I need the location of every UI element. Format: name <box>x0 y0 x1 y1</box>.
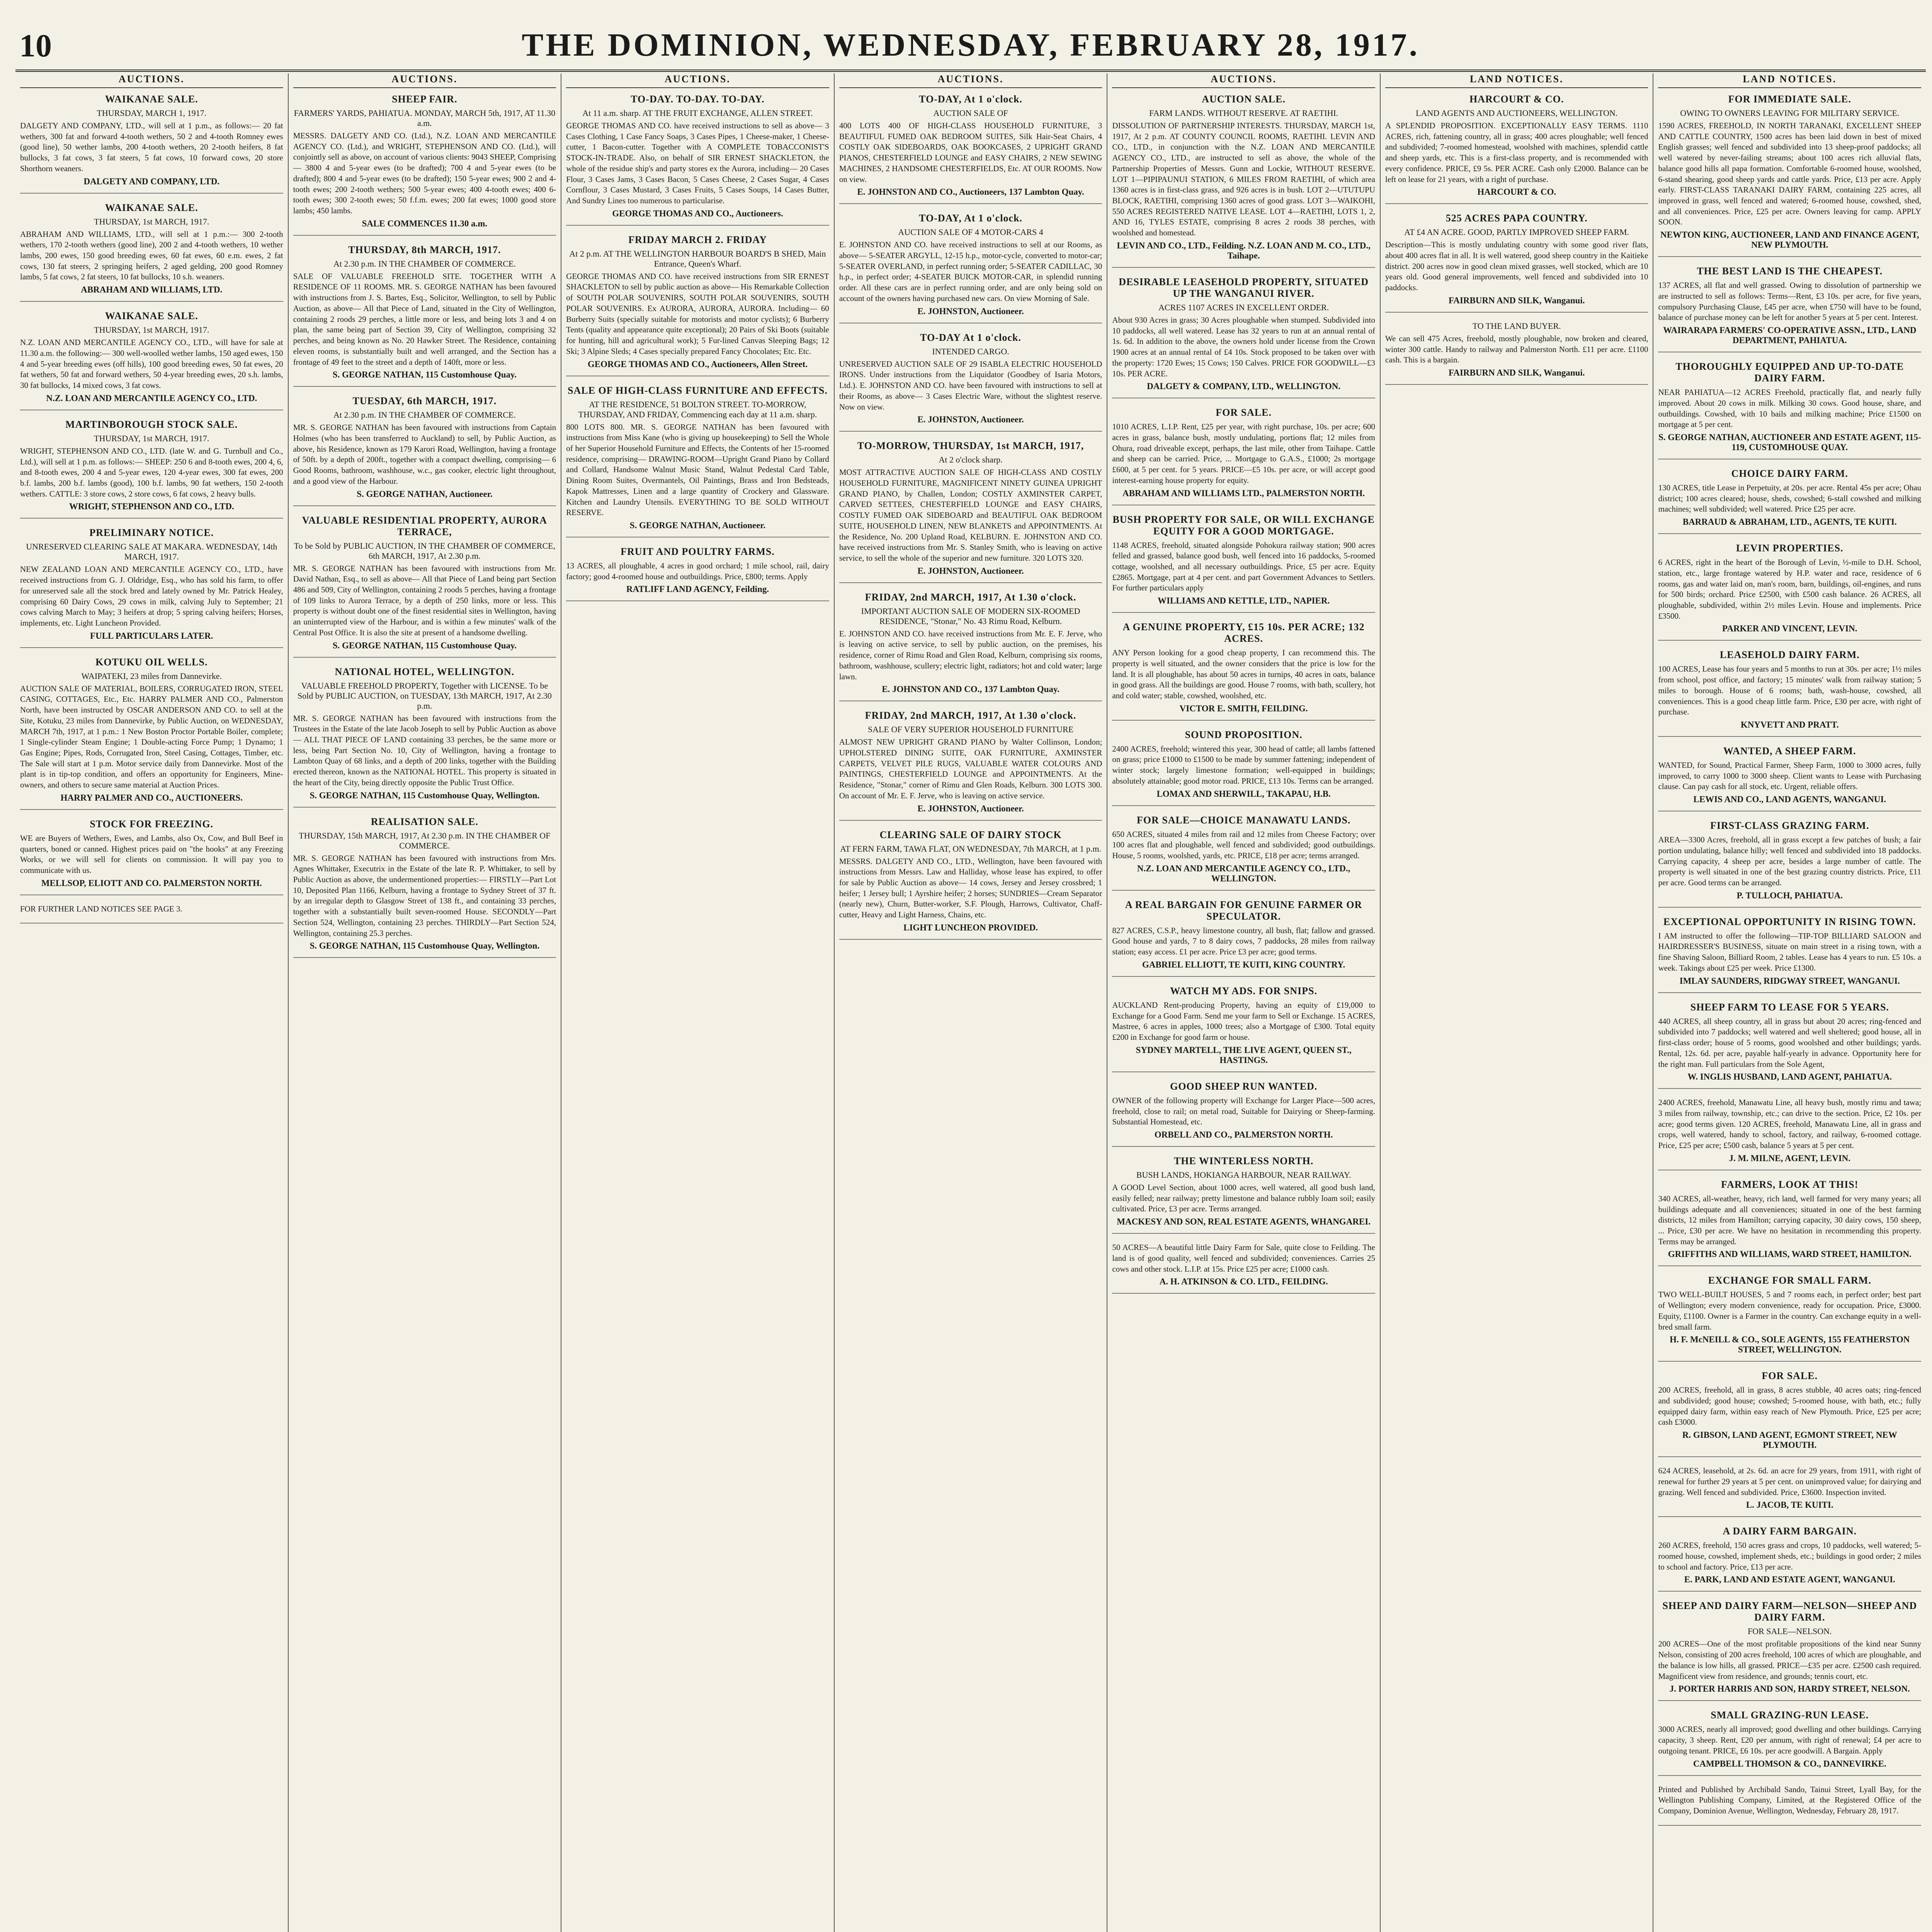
ad-heading: WATCH MY ADS. FOR SNIPS. <box>1170 985 1318 997</box>
advertisement <box>293 666 556 808</box>
advertisement <box>1658 1709 1921 1776</box>
ad-signature: SYDNEY MARTELL, THE LIVE AGENT, QUEEN ST., HASTINGS. <box>1136 1045 1352 1065</box>
ad-body: 827 ACRES, C.S.P., heavy limestone country, all bush, flat; fallow and grassed. Good house and yards, 7 to 8 dairy cows, 7 paddocks, 28 miles from railway station; easy access. £1 per acre. Price £3 per acre; good terms. <box>1112 925 1375 957</box>
ad-body: We can sell 475 Acres, freehold, mostly ploughable, now broken and cleared, winter 300 cattle. Handy to railway and Palmerston North. £11 per acre. £1100 cash. This is a bargain. <box>1385 333 1648 365</box>
ad-signature: GEORGE THOMAS AND CO., Auctioneers, Allen Street. <box>587 359 808 369</box>
ad-heading: REALISATION SALE. <box>371 816 478 827</box>
ad-signature: NEWTON KING, AUCTIONEER, LAND AND FINANCE AGENT, NEW PLYMOUTH. <box>1660 230 1919 250</box>
advertisement <box>1658 1784 1921 1826</box>
advertisement <box>20 656 283 810</box>
ad-signature: WAIRARAPA FARMERS' CO-OPERATIVE ASSN., LTD., LAND DEPARTMENT, PAHIATUA. <box>1663 325 1917 345</box>
ad-heading: SHEEP AND DAIRY FARM—NELSON—SHEEP AND DAIRY FARM. <box>1662 1600 1917 1623</box>
ad-signature: VICTOR E. SMITH, FEILDING. <box>1179 703 1308 713</box>
advertisement <box>839 829 1102 940</box>
ad-heading: VALUABLE RESIDENTIAL PROPERTY, AURORA TERRACE, <box>302 514 547 537</box>
ad-subheading: ACRES 1107 ACRES IN EXCELLENT ORDER. <box>1158 302 1329 312</box>
advertisement <box>566 234 829 376</box>
ad-heading: THURSDAY, 8th MARCH, 1917. <box>348 244 501 255</box>
advertisement <box>1658 94 1921 257</box>
ad-signature: LEVIN AND CO., LTD., Feilding. N.Z. LOAN AND M. CO., LTD., Taihape. <box>1117 240 1371 260</box>
advertisement <box>20 202 283 302</box>
ad-signature: SALE COMMENCES 11.30 a.m. <box>362 218 488 228</box>
advertisement <box>839 332 1102 432</box>
advertisement <box>1112 1081 1375 1147</box>
ad-heading: SHEEP FAIR. <box>392 94 457 105</box>
ad-signature: BARRAUD & ABRAHAM, LTD., AGENTS, TE KUITI. <box>1682 517 1897 527</box>
ad-body: Description—This is mostly undulating country with some good river flats, about 400 acres flat in all. It is well watered, good sheep country in the Kaitieke district. 200 acres now in good clean mixed grasses, well stocked, which are 10 years old. Good general improvements, well fenced and subdivided into 10 paddocks. <box>1385 240 1648 293</box>
ad-subheading: SALE OF VERY SUPERIOR HOUSEHOLD FURNITURE <box>867 724 1074 735</box>
ad-body: 260 ACRES, freehold, 150 acres grass and crops, 10 paddocks, well watered; 5-roomed house, cowshed, implement sheds, etc.; buildings in good order; 2 miles to school and factory. Price, £13 per acre. <box>1658 1541 1922 1571</box>
advertisement <box>1112 729 1375 806</box>
newspaper-column <box>1107 73 1381 1932</box>
ad-heading: EXCHANGE FOR SMALL FARM. <box>1708 1275 1871 1286</box>
advertisement <box>20 419 283 519</box>
ad-body: WRIGHT, STEPHENSON AND CO., LTD. (late W. and G. Turnbull and Co., Ltd.), will sell at 1 p.m. as follows:— SHEEP: 250 6 and 8-tooth ewes, 200 4, 6, and 8-tooth ewes, 200 4 and 5-year ewes, 120 4-year ewes, 300 fat ewes, 200 b.f. lambs, 200 b.f. lambs (good), 100 b.f. lambs, 90 fat wethers, 150 2-tooth wethers. CATTLE: 3 store cows, 2 store cows, 6 fat cows, 2 heavy bulls. <box>20 446 283 498</box>
ad-heading: 525 ACRES PAPA COUNTRY. <box>1446 213 1588 224</box>
ad-body: SALE OF VALUABLE FREEHOLD SITE. TOGETHER WITH A RESIDENCE OF 11 ROOMS. MR. S. GEORGE NATHAN has been favoured with instructions from J. S. Bartes, Esq., Solicitor, Wellington, to sell by Public Auction, as above— All that Piece of Land, situated in the City of Wellington, containing 2 roods 29 perches, a little more or less, and being lots 3 and 4 on plan, the same being part of Section 39, City of Wellington, comprising 32 perches, and being known as No. 20 Hawker Street. The Residence, containing eleven rooms, is substantially built and well arranged, and the Section has a frontage of 49 feet to the street and a depth of 140ft, more or less. <box>293 271 556 367</box>
advertisement <box>1112 621 1375 721</box>
ad-subheading: LAND AGENTS AND AUCTIONEERS, WELLINGTON. <box>1416 108 1618 118</box>
ad-subheading: WAIPATEKI, 23 miles from Dannevirke. <box>81 671 222 681</box>
ad-heading: FARMERS, LOOK AT THIS! <box>1721 1179 1859 1190</box>
ad-signature: KNYVETT AND PRATT. <box>1740 720 1839 730</box>
ad-body: 50 ACRES—A beautiful little Dairy Farm for Sale, quite close to Feilding. The land is of good quality, well fenced and subdivided; conveniences. Carries 25 cows and other stock. L.I.P. at 15s. Price £25 per acre; £1000 cash. <box>1112 1243 1375 1274</box>
ad-heading: TO-DAY At 1 o'clock. <box>920 332 1021 343</box>
ad-body: 200 ACRES, freehold, all in grass, 8 acres stubble, 40 acres oats; ring-fenced and subdivided; good house; cowshed; 5-roomed house, with bath, etc.; fully equipped dairy farm, within easy reach of New Plymouth. Price, £25 per acre; cash £3000. <box>1658 1385 1922 1427</box>
ad-signature: FAIRBURN AND SILK, Wanganui. <box>1448 368 1585 378</box>
advertisement <box>1658 1370 1921 1457</box>
masthead <box>15 23 1926 72</box>
ad-body: 2400 ACRES, freehold; wintered this year, 300 head of cattle; all lambs fattened on grass; price £1000 to £1500 to be made by summer fattening; independent of winter stock; largely limestone formation; well-equipped in buildings; absolutely attainable; good motor road. PRICE, £13 10s. Terms can be arranged. <box>1112 744 1375 786</box>
advertisement <box>839 213 1102 323</box>
ad-signature: HARCOURT & CO. <box>1477 187 1556 197</box>
ad-heading: THOROUGHLY EQUIPPED AND UP-TO-DATE DAIRY FARM. <box>1675 361 1904 384</box>
ad-signature: MELLSOP, ELIOTT AND CO. PALMERSTON NORTH. <box>41 878 262 888</box>
ad-body: FOR FURTHER LAND NOTICES SEE PAGE 3. <box>20 904 182 913</box>
ad-heading: SMALL GRAZING-RUN LEASE. <box>1711 1709 1869 1721</box>
advertisement <box>1658 468 1921 534</box>
ad-signature: IMLAY SAUNDERS, RIDGWAY STREET, WANGANUI. <box>1679 976 1900 986</box>
newspaper-column <box>15 73 289 1932</box>
newspaper-column <box>1653 73 1926 1932</box>
advertisement <box>1385 94 1648 204</box>
ad-signature: DALGETY AND COMPANY, LTD. <box>83 176 220 186</box>
ad-subheading: To be Sold by PUBLIC AUCTION, IN THE CHAMBER OF COMMERCE, 6th MARCH, 1917, At 2.30 p.m. <box>294 541 556 561</box>
ad-body: 137 ACRES, all flat and well grassed. Owing to dissolution of partnership we are instructed to sell as follows: Terms—Rent, £3 10s. per acre, for five years, compulsory Purchasing Clause, £45 per acre, when £750 will have to be found, balance of purchase money can be left for another 5 years at 5 per cent. Interest. <box>1658 281 1922 322</box>
ad-heading: FOR SALE—CHOICE MANAWATU LANDS. <box>1136 814 1351 826</box>
ad-subheading: At 2.30 p.m. IN THE CHAMBER OF COMMERCE. <box>333 410 516 420</box>
ad-heading: BUSH PROPERTY FOR SALE, OR WILL EXCHANGE EQUITY FOR A GOOD MORTGAGE. <box>1112 514 1375 537</box>
ad-signature: E. JOHNSTON, Auctioneer. <box>917 415 1024 425</box>
ad-signature: E. JOHNSTON AND CO., Auctioneers, 137 Lambton Quay. <box>857 187 1084 197</box>
ad-signature: CAMPBELL THOMSON & CO., DANNEVIRKE. <box>1693 1759 1886 1769</box>
ad-body: MR. S. GEORGE NATHAN has been favoured with instructions from the Trustees in the Estate of the late Jacob Joseph to sell by Public Auction as above— ALL THAT PIECE OF LAND containing 33 perches, be the same more or less, being Part Section No. 10, City of Wellington, having a frontage to Lambton Quay of 68 links, and a depth of 200 links, together with the Building erected thereon, known as the NATIONAL HOTEL. This property is situated in the heart of the City, being directly opposite the Public Trust Office. <box>293 713 556 787</box>
ad-heading: THE WINTERLESS NORTH. <box>1173 1155 1314 1167</box>
advertisement <box>1385 213 1648 313</box>
ad-body: DALGETY AND COMPANY, LTD., will sell at 1 p.m., as follows:— 20 fat wethers, 300 fat and forward 4-tooth wethers, 50 2 and 4-tooth Romney ewes (good line), 50 wether lambs, 200 4-tooth wethers, 20 2-tooth heifers, 8 fat bullocks, 3 fat cows, 3 fat steers, 5 fat cows, 10 forward cows, 20 store Shorthorn weaners. <box>20 121 283 173</box>
advertisement <box>1658 1275 1921 1362</box>
column-header: LAND NOTICES. <box>1658 73 1921 88</box>
ad-body: TWO WELL-BUILT HOUSES, 5 and 7 rooms each, in perfect order; best part of Wellington; every modern convenience, ready for occupation. Price, £3000. Equity, £1100. Owner is a Farmer in the country. Can exchange equity in a well-bred small farm. <box>1658 1290 1922 1332</box>
ad-heading: A GENUINE PROPERTY, £15 10s. PER ACRE; 132 ACRES. <box>1122 621 1365 645</box>
ad-heading: SALE OF HIGH-CLASS FURNITURE AND EFFECTS. <box>568 384 828 396</box>
ad-signature: E. JOHNSTON, Auctioneer. <box>917 566 1024 576</box>
ad-heading: TO-DAY, At 1 o'clock. <box>919 213 1022 224</box>
column-header: AUCTIONS. <box>839 73 1102 88</box>
advertisement <box>566 94 829 226</box>
advertisement <box>839 94 1102 204</box>
ad-subheading: FOR SALE—NELSON. <box>1747 1626 1832 1636</box>
ad-body: 650 ACRES, situated 4 miles from rail and 12 miles from Cheese Factory; over 100 acres flat and ploughable, well fenced and subdivided; good outbuildings. House, 5 rooms, woolshed, yards, etc. PRICE, £18 per acre; terms arranged. <box>1112 829 1375 861</box>
ad-signature: HARRY PALMER AND CO., AUCTIONEERS. <box>60 793 243 803</box>
advertisement <box>1658 649 1921 737</box>
advertisement <box>1658 1097 1921 1170</box>
advertisement <box>839 592 1102 702</box>
ad-body: NEAR PAHIATUA—12 ACRES Freehold, practically flat, and nearly fully improved. About 20 cows in milk. Milking 30 cows. Good house, share, and outbuildings. Cowshed, with 10 bails and milking machine; Price £1500 on mortgage at 5 per cent. <box>1658 388 1922 429</box>
ad-body: MESSRS. DALGETY AND CO. (Ltd.), N.Z. LOAN AND MERCANTILE AGENCY CO. (Ltd.), and WRIGHT, STEPHENSON AND CO. (Ltd.), will conjointly sell as above, on account of various clients: 9043 SHEEP, Comprising— 3800 4 and 5-year ewes (to be drafted); 700 4 and 5-year ewes (to be drafted); 800 4 and 5-year ewes (to be drafted); 150 5-year ewes; 900 2 and 4-tooth ewes; 200 2-tooth wethers; 500 5-year ewes; 400 4-tooth ewes; 400 6-tooth ewes; 300 2-tooth ewes; 50 f.f.m. ewes; 200 fat ewes; 1000 good store lambs; 450 lambs. <box>293 131 556 216</box>
ad-heading: TO-DAY, At 1 o'clock. <box>919 94 1022 105</box>
ad-signature: WILLIAMS AND KETTLE, LTD., NAPIER. <box>1158 596 1330 606</box>
ad-signature: E. JOHNSTON, Auctioneer. <box>917 803 1024 813</box>
advertisement <box>1658 1526 1921 1592</box>
ad-heading: FIRST-CLASS GRAZING FARM. <box>1710 820 1869 832</box>
ad-signature: ABRAHAM AND WILLIAMS, LTD. <box>81 285 223 295</box>
advertisement <box>1658 916 1921 993</box>
advertisement <box>839 710 1102 820</box>
ad-body: UNRESERVED AUCTION SALE OF 29 ISABLA ELECTRIC HOUSEHOLD IRONS. Under instructions from the Liquidator (Goodbey of Isaria Motors, Ltd.). E. JOHNSTON AND CO. have been favoured with instructions to sell at their Rooms, as above— 3 Cases Electric Ware, without the slightest reserve. Now on view. <box>839 359 1102 412</box>
ad-body: WANTED, for Sound, Practical Farmer, Sheep Farm, 1000 to 3000 acres, fully improved, to carry 1000 to 3000 sheep. Client wants to Lease with Purchasing clause. Can pay cash for all stock, etc. Urgent, reliable offers. <box>1658 760 1922 791</box>
ad-body: OWNER of the following property will Exchange for Larger Place—500 acres, freehold, close to rail; on metal road, Suitable for Dairying or Sheep-farming. Substantial Homestead, etc. <box>1112 1095 1375 1127</box>
ad-body: AUCTION SALE OF MATERIAL, BOILERS, CORRUGATED IRON, STEEL CASING, COTTAGES, Etc., Etc. HARRY PALMER AND CO., Palmerston North, have been instructed by OSCAR ANDERSON AND CO. to sell at the Site, Kotuku, 23 miles from Dannevirke, by Public Auction, on WEDNESDAY, MARCH 7th, 1917, at 1 p.m.: 1 New Boston Proctor Portable Boiler, complete; 1 Single-cylinder Steam Engine; 1 Double-acting Force Pump; 1 Dynamo; 1 Gas Engine; Pipes, Rods, Corrugated Iron, Steel Casing, Cottages, Timber, etc. The Sale will start at 1 p.m. Motor service daily from Dannevirke. Most of the plant is in tip-top condition, and offers an opportunity for Engineers, Mine-owners, and others to secure same material at Auction Prices. <box>20 684 283 790</box>
advertisement <box>20 94 283 194</box>
ad-heading: SOUND PROPOSITION. <box>1185 729 1303 740</box>
ad-signature: L. JACOB, TE KUITI. <box>1746 1500 1833 1510</box>
ad-heading: FRIDAY, 2nd MARCH, 1917, At 1.30 o'clock. <box>865 591 1077 603</box>
advertisement <box>1112 407 1375 505</box>
ad-body: About 930 Acres in grass; 30 Acres ploughable when stumped. Subdivided into 10 paddocks, all well watered. Lease has 32 years to run at an annual rental of 1s. 6d. In addition to the above, the owners hold under license from the Crown 1900 acres at an annual rental of £4 10s. Stock proposed to be taken over with the property: 1720 Ewes; 15 Cows; 150 Calves. PRICE FOR GOODWILL—£3 10s. PER ACRE. <box>1112 315 1375 378</box>
newspaper-column <box>835 73 1108 1932</box>
advertisement <box>293 94 556 236</box>
columns-container <box>15 73 1926 1932</box>
ad-heading: NATIONAL HOTEL, WELLINGTON. <box>335 666 515 677</box>
ad-subheading: THURSDAY, 15th MARCH, 1917, At 2.30 p.m. IN THE CHAMBER OF COMMERCE. <box>299 830 551 850</box>
ad-signature: WRIGHT, STEPHENSON AND CO., LTD. <box>69 502 234 512</box>
ad-body: ALMOST NEW UPRIGHT GRAND PIANO by Walter Collinson, London; UPHOLSTERED DINING SUITE, OAK FURNITURE, AXMINSTER CARPETS, VELVET PILE RUGS, VALUABLE WATER COLOURS AND PAINTINGS, CHESTERFIELD LOUNGE and APPOINTMENTS. At the Residence, "Stonar," corner of Rimu and Glen Roads, Kelburn. 300 LOTS 300. On account of Mr. E. F. Jerve, who is leaving on active service. <box>839 737 1102 800</box>
ad-heading: DESIRABLE LEASEHOLD PROPERTY, SITUATED UP THE WANGANUI RIVER. <box>1119 276 1369 299</box>
ad-signature: A. H. ATKINSON & CO. LTD., FEILDING. <box>1159 1277 1328 1287</box>
ad-signature: RATLIFF LAND AGENCY, Feilding. <box>626 584 769 594</box>
ad-body: 100 ACRES, Lease has four years and 5 months to run at 30s. per acre; 1½ miles from school, post office, and factory; 15 minutes' walk from railway station; 5 miles to borough. House of 6 rooms; bath, wash-house, cowshed, all conveniences. This is a good cheap little farm. Price, £30 per acre, with right of purchase. <box>1658 664 1922 717</box>
ad-subheading: BUSH LANDS, HOKIANGA HARBOUR, NEAR RAILWAY. <box>1136 1170 1351 1180</box>
ad-heading: LEASEHOLD DAIRY FARM. <box>1719 649 1860 661</box>
ad-body: WE are Buyers of Wethers, Ewes, and Lambs, also Ox, Cow, and Bull Beef in quarters, boned or canned. Highest prices paid on "the hooks" at any Freezing Works, or we will sell for clients on commission. It will pay you to communicate with us. <box>20 833 283 875</box>
column-header: AUCTIONS. <box>293 73 556 88</box>
ad-subheading: FARM LANDS. WITHOUT RESERVE. AT RAETIHI. <box>1149 108 1338 118</box>
ad-body: 1010 ACRES, L.I.P. Rent, £25 per year, with right purchase, 10s. per acre; 600 acres in grass, balance bush, mostly undulating, portions flat; 12 miles from Ohura, road driveable except, perhaps, the last mile, other from Taihape. Cattle and sheep can be carried. Price, ... Mortgage to G.A.S., £1000; 2s mortgage £600, at 5 per cent. for 5 years. PRICE—£5 10s. per acre, or will accept good interest-earning house property for equity. <box>1112 422 1375 485</box>
advertisement <box>293 395 556 506</box>
ad-body: 340 ACRES, all-weather, heavy, rich land, well farmed for very many years; all buildings adequate and all conveniences; situated in one of the best farming districts, 12 miles from Hamilton; carrying capacity, 30 dairy cows, 150 sheep, ... Price, £30 per acre. We have no hesitation in recommending this property. Terms may be arranged. <box>1658 1194 1922 1246</box>
ad-body: MOST ATTRACTIVE AUCTION SALE OF HIGH-CLASS AND COSTLY HOUSEHOLD FURNITURE, MAGNIFICENT NINETY GUINEA UPRIGHT GRAND PIANO, by Challen, London; COSTLY AXMINSTER CARPET, CARVED SETTEES, CHESTERFIELD LOUNGE and EASY CHAIRS, COSTLY FUMED OAK SIDEBOARD and BEAUTIFUL OAK BEDROOM SUITE, HOUSEHOLD LINEN, NEW BLANKETS and APPOINTMENTS. At the Residence, No. 200 Upland Road, KELBURN. E. JOHNSTON AND CO. have received instructions from Mr. S. Stanley Smith, who is leaving on active service, to sell the whole of the superior and new furniture. 320 LOTS 320. <box>839 468 1102 563</box>
ad-heading: WAIKANAE SALE. <box>105 202 198 213</box>
ad-body: 1590 ACRES, FREEHOLD, IN NORTH TARANAKI, EXCELLENT SHEEP AND CATTLE COUNTRY, 1500 acres has been laid down in best of mixed English grasses; well fenced and subdivided into 13 sheep-proof paddocks; all well watered by never-failing streams; about 100 acres rich alluvial flats, balance good hills all papa formation. Comfortable 6-roomed house, woolshed, 6-stand shearing, good sheep yards and cattle yards. Price, £13 per acre. Apply early. FIRST-CLASS TARANAKI DAIRY FARM, containing 225 acres, all improved in grass, well fenced and watered; 6-roomed house, cowshed, shed, and all conveniences. Price, £25 per acre. Owners leaving for camp. APPLY SOON. <box>1658 121 1922 227</box>
ad-signature: J. PORTER HARRIS AND SON, HARDY STREET, NELSON. <box>1669 1684 1910 1694</box>
advertisement <box>1658 361 1921 459</box>
ad-heading: WAIKANAE SALE. <box>105 310 198 322</box>
ad-signature: LIGHT LUNCHEON PROVIDED. <box>903 922 1038 932</box>
ad-signature: N.Z. LOAN AND MERCANTILE AGENCY CO., LTD., WELLINGTON. <box>1137 863 1350 883</box>
ad-subheading: At 2 p.m. AT THE WELLINGTON HARBOUR BOARD'S B SHED, Main Entrance, Queen's Wharf. <box>569 248 826 269</box>
ad-signature: GRIFFITHS AND WILLIAMS, WARD STREET, HAMILTON. <box>1668 1249 1912 1259</box>
ad-heading: MARTINBOROUGH STOCK SALE. <box>65 418 238 430</box>
ad-heading: TUESDAY, 6th MARCH, 1917. <box>352 395 497 407</box>
ad-subheading: OWING TO OWNERS LEAVING FOR MILITARY SERVICE. <box>1680 108 1900 118</box>
ad-subheading: THURSDAY, 1st MARCH, 1917. <box>94 325 209 335</box>
advertisement <box>1112 276 1375 398</box>
ad-heading: FOR SALE. <box>1762 1370 1818 1382</box>
ad-body: 624 ACRES, leasehold, at 2s. 6d. an acre for 29 years, from 1911, with right of renewal for further 29 years at 5 per cent. on unimproved value; for dairying and grazing. Well fenced and subdivided. Price, £3600. Inspection invited. <box>1658 1466 1922 1497</box>
ad-signature: ABRAHAM AND WILLIAMS LTD., PALMERSTON NORTH. <box>1122 488 1365 498</box>
ad-heading: A REAL BARGAIN FOR GENUINE FARMER OR SPECULATOR. <box>1125 899 1362 922</box>
ad-heading: CHOICE DAIRY FARM. <box>1731 468 1848 479</box>
ad-signature: E. JOHNSTON AND CO., 137 Lambton Quay. <box>882 684 1060 694</box>
column-header: AUCTIONS. <box>20 73 283 88</box>
ad-signature: E. PARK, LAND AND ESTATE AGENT, WANGANUI. <box>1684 1575 1895 1585</box>
ad-body: AREA—3300 Acres, freehold, all in grass except a few patches of bush; a fair portion undulating, balance hilly; well fenced and subdivided into 18 paddocks. Carrying capacity, 4 sheep per acre, besides a large number of cattle. The property is well situated in one of the best grazing country districts. Price, £11 per acre. Good terms can be arranged. <box>1658 835 1922 888</box>
ad-signature: S. GEORGE NATHAN, 115 Customhouse Quay, Wellington. <box>310 941 540 951</box>
ad-subheading: AT THE RESIDENCE, 51 BOLTON STREET. TO-MORROW, THURSDAY, AND FRIDAY, Commencing each day at 11 a.m. sharp. <box>578 399 817 419</box>
ad-signature: J. M. MILNE, AGENT, LEVIN. <box>1729 1153 1851 1163</box>
ad-signature: S. GEORGE NATHAN, AUCTIONEER AND ESTATE AGENT, 115-119, CUSTOMHOUSE QUAY. <box>1658 432 1921 452</box>
ad-subheading: AUCTION SALE OF <box>933 108 1008 118</box>
ad-signature: S. GEORGE NATHAN, Auctioneer. <box>629 520 766 530</box>
ad-body: MR. S. GEORGE NATHAN has been favoured with instructions from Mrs. Agnes Whittaker, Executrix in the Estate of the late R. P. Whittaker, to sell by Public Auction as above, the undermentioned properties:— FIRSTLY—Part Lot 10, Deposited Plan 1166, Kelburn, having a frontage to Sydney Street of 37 ft. by an irregular depth to Glasgow Street of 138 ft., and containing 33 perches, together with a substantially built seven-roomed House. SECONDLY—Part Section 524, Wellington, containing 23 perches. THIRDLY—Part Section 524, Wellington, containing 25.3 perches. <box>293 853 556 938</box>
ad-body: 400 LOTS 400 OF HIGH-CLASS HOUSEHOLD FURNITURE, 3 BEAUTIFUL FUMED OAK BEDROOM SUITES, Silk Hair-Seat Chairs, 4 COSTLY OAK SIDEBOARDS, OAK BOOKCASES, 2 UPRIGHT GRAND PIANOS, CHESTERFIELD LOUNGE and EASY CHAIRS, 2 NEW SEWING MACHINES, 2 HANDSOME CHESTERFIELDS, Etc. AT OUR ROOMS. Now on view. <box>839 121 1102 184</box>
advertisement <box>839 440 1102 583</box>
ad-heading: EXCEPTIONAL OPPORTUNITY IN RISING TOWN. <box>1663 916 1916 927</box>
ad-subheading: AT £4 AN ACRE. GOOD, PARTLY IMPROVED SHEEP FARM. <box>1404 227 1629 237</box>
ad-subheading: THURSDAY, 1st MARCH, 1917. <box>94 433 209 443</box>
ad-signature: E. JOHNSTON, Auctioneer. <box>917 306 1024 316</box>
advertisement <box>1658 1002 1921 1089</box>
ad-body: A SPLENDID PROPOSITION. EXCEPTIONALLY EASY TERMS. 1110 ACRES, rich, fattening country, all in grass; 400 acres ploughable; well fenced and subdivided; 7-roomed homestead, woolshed with machines, splendid cattle and sheep yards, etc. This is a first-class property, and is recommended with every confidence. PRICE, £9 5s. PER ACRE. Cash only £2000. Balance can be left on lease for 21 years, with a right of purchase. <box>1385 121 1648 184</box>
ad-subheading: AT FERN FARM, TAWA FLAT, ON WEDNESDAY, 7th MARCH, at 1 p.m. <box>840 844 1101 854</box>
advertisement <box>1658 1466 1921 1517</box>
page-number: 10 <box>19 28 52 64</box>
ad-body: MESSRS. DALGETY AND CO., LTD., Wellington, have been favoured with instructions from Messrs. Law and Halliday, whose lease has expired, to offer for sale by Public Auction as above— 14 cows, Jersey and Jersey crossbred; 1 heifer; 1 Jersey bull; 1 Ayrshire heifer; 2 horses; SUNDRIES—Cream Separator (nearly new), Churn, Butter-worker, S.F. Plough, Harrows, Cultivator, Chaff-cutter, Heavy and Light Harness, Chains, etc. <box>839 856 1102 920</box>
advertisement <box>293 515 556 658</box>
advertisement <box>566 385 829 537</box>
newspaper-column <box>289 73 562 1932</box>
ad-subheading: FARMERS' YARDS, PAHIATUA. MONDAY, MARCH 5th, 1917, AT 11.30 a.m. <box>294 108 556 128</box>
ad-heading: FRUIT AND POULTRY FARMS. <box>621 546 775 557</box>
ad-body: ANY Person looking for a good cheap property, I can recommend this. The property is well situated, and the owner considers that the price is low for the land. It is all ploughable, has about 50 acres in turnips, 40 acres in oats, balance in good grass. All the buildings are good. House 7 rooms, with bath, scullery, hot and cold water; stable, cowshed, woolshed, etc. <box>1112 648 1375 700</box>
advertisement <box>1658 745 1921 811</box>
advertisement <box>1385 321 1648 385</box>
advertisement <box>1658 820 1921 908</box>
ad-signature: MACKESY AND SON, REAL ESTATE AGENTS, WHANGAREI. <box>1117 1217 1371 1227</box>
ad-signature: FAIRBURN AND SILK, Wanganui. <box>1448 295 1585 305</box>
column-header: AUCTIONS. <box>1112 73 1375 88</box>
ad-signature: N.Z. LOAN AND MERCANTILE AGENCY CO., LTD. <box>46 393 257 403</box>
ad-signature: GABRIEL ELLIOTT, TE KUITI, KING COUNTRY. <box>1142 959 1345 969</box>
ad-signature: DALGETY & COMPANY, LTD., WELLINGTON. <box>1147 381 1341 391</box>
ad-heading: FOR SALE. <box>1216 407 1272 418</box>
ad-body: 2400 ACRES, freehold, Manawatu Line, all heavy bush, mostly rimu and tawa; 3 miles from railway, township, etc.; can drive to the section. Price, £2 10s. per acre; good terms given. 120 ACRES, freehold, Manawatu Line, all in grass and crops, well watered, handy to school, factory, and railway, 6-roomed cottage. Price, £25 per acre; £500 cash, balance 5 years at 5 per cent. <box>1658 1098 1922 1150</box>
ad-subheading: TO THE LAND BUYER. <box>1472 321 1561 331</box>
ad-body: ABRAHAM AND WILLIAMS, LTD., will sell at 1 p.m.:— 300 2-tooth wethers, 170 2-tooth wethers (good line), 200 2 and 4-tooth wethers, 10 wether lambs, 200 ewes, 150 good breeding ewes, 60 fat ewes, 60 e.m. ewes, 2 fat cows, 130 fat steers, 2 springing heifers, 2 aged gelding, 200 good Romney lambs, 5 fat cows, 2 fat steers, 10 fat bullocks, 10 s.h. weaners. <box>20 229 283 282</box>
ad-body: A GOOD Level Section, about 1000 acres, well watered, all good bush land, easily felled; near railway; pretty limestone and balance rubbly loam soil; easily cultivated. Price, £3 per acre. Terms arranged. <box>1112 1182 1375 1214</box>
ad-heading: A DAIRY FARM BARGAIN. <box>1723 1526 1857 1537</box>
ad-subheading: IMPORTANT AUCTION SALE OF MODERN SIX-ROOMED RESIDENCE, "Stonar," No. 43 Rimu Road, Kelburn. <box>861 606 1080 626</box>
ad-heading: STOCK FOR FREEZING. <box>90 818 214 830</box>
ad-body: DISSOLUTION OF PARTNERSHIP INTERESTS. THURSDAY, MARCH 1st, 1917, At 2 p.m. AT COUNTY COUNCIL ROOMS, RAETIHI. LEVIN AND CO., LTD., in conjunction with the N.Z. LOAN AND MERCANTILE AGENCY CO., LTD., are instructed to sell as above, the whole of the Partnership Properties of Messrs. Gunn and Lockie, WITHOUT RESERVE. LOT 1—PIPIPAUNUI STATION, 6 MILES FROM RAETIHI, of which area 1360 acres is in first-class grass, and 926 acres is in bush. LOT 2—UTUTUPU BLOCK, RAETIHI, comprising 1360 acres of good grass. LOT 3—WAIKOHI, 550 ACRES REGISTERED NATIVE LEASE. LOT 4—RAETIHI, LOTS 1, 2, AND 16, TYLES ESTATE, comprising 8 acres 2 roods 38 perches, with woolshed and homestead. <box>1112 121 1375 238</box>
ad-heading: LEVIN PROPERTIES. <box>1736 543 1844 554</box>
newspaper-column <box>561 73 835 1932</box>
ad-subheading: At 11 a.m. sharp. AT THE FRUIT EXCHANGE, ALLEN STREET. <box>582 108 813 118</box>
ad-body: E. JOHNSTON AND CO. have received instructions from Mr. E. F. Jerve, who is leaving on active service, to sell by public auction, on the premises, his residence, corner of Rimu Road and Glen Road, Kelburn, comprising six rooms, bathroom, washhouse, scullery; electric light, radiators; hot and cold water; large lawn. <box>839 629 1102 681</box>
ad-heading: TO-DAY. TO-DAY. TO-DAY. <box>631 94 765 105</box>
ad-subheading: At 2 o'clock sharp. <box>939 455 1003 465</box>
ad-body: 6 ACRES, right in the heart of the Borough of Levin, ½-mile to D.H. School, station, etc., large frontage watered by H.P. water and race, residence of 6 rooms, gas and water laid on, man's room, barn, buildings, oil-engines, and runs for 500 birds; orchard. Price £2500, with £500 cash balance. 26 ACRES, all ploughable, subdivided, within 2½ miles Levin. House and implements. Price £3500. <box>1658 558 1922 621</box>
newspaper-title: THE DOMINION, WEDNESDAY, FEBRUARY 28, 1917. <box>522 27 1420 63</box>
ad-body: GEORGE THOMAS AND CO. have received instructions from SIR ERNEST SHACKLETON to sell by public auction as above— His Remarkable Collection of SOUTH POLAR SOUVENIRS, SOUTH POLAR SOUVENIRS, SOUTH POLAR SOUVENIRS. Ex AURORA, AURORA, AURORA. Including— 60 Burberry Suits (specially suitable for motorists and motor cyclists); 6 Burberry Tents (quality and appearance quite exceptional); 20 Pairs of Ski Boots (suitable for hunting, hill and agricultural work); 5 Fur-lined Canvas Sleeping Bags; 12 Ski; 3 Alpine Sleds; 4 Cases specially prepared Fancy Chocolates; Etc. Etc. <box>566 271 829 356</box>
ad-signature: LEWIS AND CO., LAND AGENTS, WANGANUI. <box>1693 794 1886 804</box>
ad-heading: GOOD SHEEP RUN WANTED. <box>1170 1080 1318 1092</box>
advertisement <box>1658 1179 1921 1267</box>
ad-body: GEORGE THOMAS AND CO. have received instructions to sell as above— 3 Cases Clothing, 1 Case Fancy Soaps, 3 Cases Pipes, 1 Cheese-maker, 1 Cheese-cutter, 1 Bacon-cutter. Together with A COMPLETE TOBACCONIST'S STOCK-IN-TRADE. Also, on behalf of SIR ERNEST SHACKLETON, the whole of the residue ship's and party stores ex the Aurora, including— 20 Cases Flour, 3 Cases Jams, 3 Cases Bacon, 5 Cases Cheese, 2 Cases Sugar, 4 Cases Cornflour, 3 Cases Mustard, 3 Cases Fruits, 5 Cases Soups, 14 Cases Butter, And Sundry Lines too numerous to particularise. <box>566 121 829 206</box>
ad-heading: THE BEST LAND IS THE CHEAPEST. <box>1697 265 1883 277</box>
ad-subheading: THURSDAY, MARCH 1, 1917. <box>97 108 207 118</box>
ad-signature: S. GEORGE NATHAN, 115 Customhouse Quay, Wellington. <box>310 790 540 800</box>
ad-signature: PARKER AND VINCENT, LEVIN. <box>1722 624 1857 634</box>
ad-subheading: VALUABLE FREEHOLD PROPERTY, Together with LICENSE. To be Sold by PUBLIC AUCTION, on TUESDAY, 13th MARCH, 1917, At 2.30 p.m. <box>297 680 552 711</box>
ad-body: E. JOHNSTON AND CO. have received instructions to sell at our Rooms, as above— 5-SEATER ARGYLL, 12-15 h.p., motor-cycle, converted to motor-car; 5-SEATER OVERLAND, in perfect running order; 5-SEATER CADILLAC, 30 h.p., in perfect order; 4-SEATER BUICK MOTOR-CAR, in splendid running order. All these cars are in perfect running order, and are only being sold on account of the owners having purchased new cars. On view Morning of Sale. <box>839 240 1102 303</box>
ad-body: 440 ACRES, all sheep country, all in grass but about 20 acres; ring-fenced and subdivided into 7 paddocks; well watered and well sheltered; good house, all in first-class order; house of 5 rooms, good woolshed and other buildings; yards. Rental, 12s. 6d. per acre, payable half-yearly in advance. Opportunity here for the right man. Full particulars from the Sole Agent, <box>1658 1016 1922 1069</box>
ad-subheading: At 2.30 p.m. IN THE CHAMBER OF COMMERCE. <box>333 259 516 269</box>
advertisement <box>1112 514 1375 613</box>
ad-signature: LOMAX AND SHERWILL, TAKAPAU, H.B. <box>1156 789 1331 799</box>
ad-signature: H. F. McNEILL & CO., SOLE AGENTS, 155 FEATHERSTON STREET, WELLINGTON. <box>1670 1335 1910 1355</box>
ad-body: N.Z. LOAN AND MERCANTILE AGENCY CO., LTD., will have for sale at 11.30 a.m. the following:— 300 well-woolled wether lambs, 150 aged ewes, 150 4 and 5-year breeding ewes (off hills), 100 good breeding ewes, 50 fat ewes, 20 fat wethers, 50 fat and forward wethers, 50 4-year breeding ewes, 20 s.h. lambs, 30 fat bullocks, 14 mixed cows, 3 fat cows. <box>20 338 283 390</box>
ad-signature: W. INGLIS HUSBAND, LAND AGENT, PAHIATUA. <box>1687 1072 1892 1082</box>
advertisement <box>20 818 283 895</box>
ad-subheading: UNRESERVED CLEARING SALE AT MAKARA. WEDNESDAY, 14th MARCH, 1917. <box>26 542 277 562</box>
advertisement <box>1112 1242 1375 1294</box>
advertisement <box>20 904 283 924</box>
ad-subheading: THURSDAY, 1st MARCH, 1917. <box>94 216 209 226</box>
advertisement <box>1112 1155 1375 1234</box>
ad-subheading: AUCTION SALE OF 4 MOTOR-CARS 4 <box>898 227 1043 237</box>
column-header: AUCTIONS. <box>566 73 829 88</box>
ad-heading: AUCTION SALE. <box>1202 94 1286 105</box>
ad-heading: TO-MORROW, THURSDAY, 1st MARCH, 1917, <box>857 440 1084 452</box>
advertisement <box>1658 1600 1921 1701</box>
advertisement <box>1112 94 1375 268</box>
ad-body: Printed and Published by Archibald Sando, Tainui Street, Lyall Bay, for the Wellington Publishing Company, Limited, at the Registered Office of the Company, Dominion Avenue, Wellington, Wednesday, February 28, 1917. <box>1658 1784 1922 1815</box>
ad-heading: FRIDAY MARCH 2. FRIDAY <box>628 234 767 245</box>
ad-heading: SHEEP FARM TO LEASE FOR 5 YEARS. <box>1690 1001 1889 1013</box>
ad-signature: S. GEORGE NATHAN, 115 Customhouse Quay. <box>332 370 517 380</box>
ad-heading: WANTED, A SHEEP FARM. <box>1723 745 1856 757</box>
ad-body: 130 ACRES, title Lease in Perpetuity, at 20s. per acre. Rental 45s per acre; Ohau district; 100 acres cleared; house, sheds, cowshed; 6-stall cowshed and milking machines; well subdivided; well watered. Price £25 per acre. <box>1658 483 1922 514</box>
ad-signature: FULL PARTICULARS LATER. <box>90 631 213 641</box>
advertisement <box>1112 985 1375 1072</box>
ad-body: 13 ACRES, all ploughable, 4 acres in good orchard; 1 mile school, rail, dairy factory; good 4-roomed house and outbuildings. Price, £800; terms. Apply <box>566 561 829 581</box>
ad-heading: FRIDAY, 2nd MARCH, 1917, At 1.30 o'clock. <box>865 710 1077 721</box>
advertisement <box>20 527 283 648</box>
advertisement <box>566 546 829 601</box>
ad-heading: HARCOURT & CO. <box>1469 94 1564 105</box>
advertisement <box>293 816 556 958</box>
ad-body: 3000 ACRES, nearly all improved; good dwelling and other buildings. Carrying capacity, 3 sheep. Rent, £20 per annum, with right of renewal; £4 per acre to outgoing tenant. PRICE, £6 10s. per acre goodwill. A Bargain. Apply <box>1658 1725 1922 1755</box>
ad-subheading: INTENDED CARGO. <box>932 346 1009 356</box>
ad-body: 800 LOTS 800. MR. S. GEORGE NATHAN has been favoured with instructions from Miss Kane (who is giving up housekeeping) to Sell the Whole of her Superior Household Furniture and Effects, the Contents of her 15-roomed residence, comprising— DRAWING-ROOM—Upright Grand Piano by Collard and Collard, Handsome Walnut Music Stand, Walnut Pedestal Card Table, Dining Room Suites, Overmantels, Oil Paintings, Brass and Iron Bedsteads, Kapok Mattresses, Linen and a large quantity of Crockery and Glassware. Kitchen and Laundry Utensils. EVERYTHING TO BE SOLD WITHOUT RESERVE. <box>566 422 829 517</box>
newspaper-column <box>1381 73 1654 1932</box>
advertisement <box>20 310 283 410</box>
advertisement <box>293 244 556 387</box>
advertisement <box>1112 815 1375 891</box>
advertisement <box>1658 543 1921 641</box>
ad-body: MR. S. GEORGE NATHAN has been favoured with instructions from Captain Holmes (who has been transferred to Auckland) to sell, by Public Auction, as above, his Residence, known as 179 Karori Road, Wellington, having a frontage of 50ft. by a depth of 200ft., together with a compact dwelling, comprising— 6 Good Rooms, bathroom, washhouse, w.c., gas cooker, electric light throughout, and a good view of the Harbour. <box>293 423 556 486</box>
ad-body: NEW ZEALAND LOAN AND MERCANTILE AGENCY CO., LTD., have received instructions from G. J. Oldridge, Esq., who has sold his farm, to offer for unreserved sale all the stock bred and lately owned by Mr. Patrick Healey, comprising 60 Dairy Cows, 29 cows in milk, calving July to September; 21 cows calving March to May; 3 heifers at drop; 5 spring calving heifers; Horses, implements, etc. Light Luncheon Provided. <box>20 565 283 628</box>
ad-heading: PRELIMINARY NOTICE. <box>89 527 214 539</box>
ad-signature: S. GEORGE NATHAN, Auctioneer. <box>357 489 493 499</box>
ad-body: MR. S. GEORGE NATHAN has been favoured with instructions from Mr. David Nathan, Esq., to sell as above— All that Piece of Land being part Section 486 and 509, City of Wellington, containing 2 roods 5 perches, having a frontage of 109 links to Aurora Terrace, by a depth of 250 links, more or less. This property is without doubt one of the finest residential sites in Wellington, having an uninterrupted view of the Harbour, and is within a few minutes' walk of the Central Post Office. It is also the site at present of a handsome dwelling. <box>293 563 556 637</box>
ad-heading: FOR IMMEDIATE SALE. <box>1728 94 1851 105</box>
ad-heading: CLEARING SALE OF DAIRY STOCK <box>879 829 1062 840</box>
ad-body: 1148 ACRES, freehold, situated alongside Pohokura railway station; 900 acres felled and grassed, balance good bush, well fenced into 16 paddocks, 5-roomed cottage, woolshed, and all necessary outbuildings. Price, £5 per acre. Equity £2865. Mortgage, part at 4 per cent. and part Government Advances to Settlers. For further particulars apply <box>1112 540 1375 593</box>
advertisement <box>1658 265 1921 352</box>
ad-body: 200 ACRES—One of the most profitable propositions of the kind near Sunny Nelson, consisting of 200 acres freehold, 100 acres of which are ploughable, and the balance is low hills, all grassed. PRICE—£35 per acre. £2500 cash required. Magnificent view from residence, and grounds; tennis court, etc. <box>1658 1639 1922 1681</box>
ad-body: I AM instructed to offer the following—TIP-TOP BILLIARD SALOON and HAIRDRESSER'S BUSINESS, situate on main street in a rising town, with a fine Shaving Saloon, Billiard Room, 2 tables. Lease has 4 years to run. £5 10s. a week. Takings about £25 per week. Price £1300. <box>1658 931 1922 973</box>
ad-heading: KOTUKU OIL WELLS. <box>95 656 208 668</box>
ad-body: AUCKLAND Rent-producing Property, having an equity of £19,000 to Exchange for a Good Farm. Send me your farm to Sell or Exchange. 15 ACRES, Mastree, 6 acres in apples, 1000 trees; also a Mortgage of £300. Total equity £200 in Exchange for good farm or house. <box>1112 1000 1375 1042</box>
ad-signature: S. GEORGE NATHAN, 115 Customhouse Quay. <box>332 640 517 650</box>
ad-heading: WAIKANAE SALE. <box>105 94 198 105</box>
ad-signature: ORBELL AND CO., PALMERSTON NORTH. <box>1154 1129 1333 1139</box>
column-header: LAND NOTICES. <box>1385 73 1648 88</box>
ad-signature: GEORGE THOMAS AND CO., Auctioneers. <box>612 208 783 218</box>
advertisement <box>1112 899 1375 977</box>
ad-signature: P. TULLOCH, PAHIATUA. <box>1736 890 1843 900</box>
ad-signature: R. GIBSON, LAND AGENT, EGMONT STREET, NEW PLYMOUTH. <box>1682 1430 1897 1450</box>
